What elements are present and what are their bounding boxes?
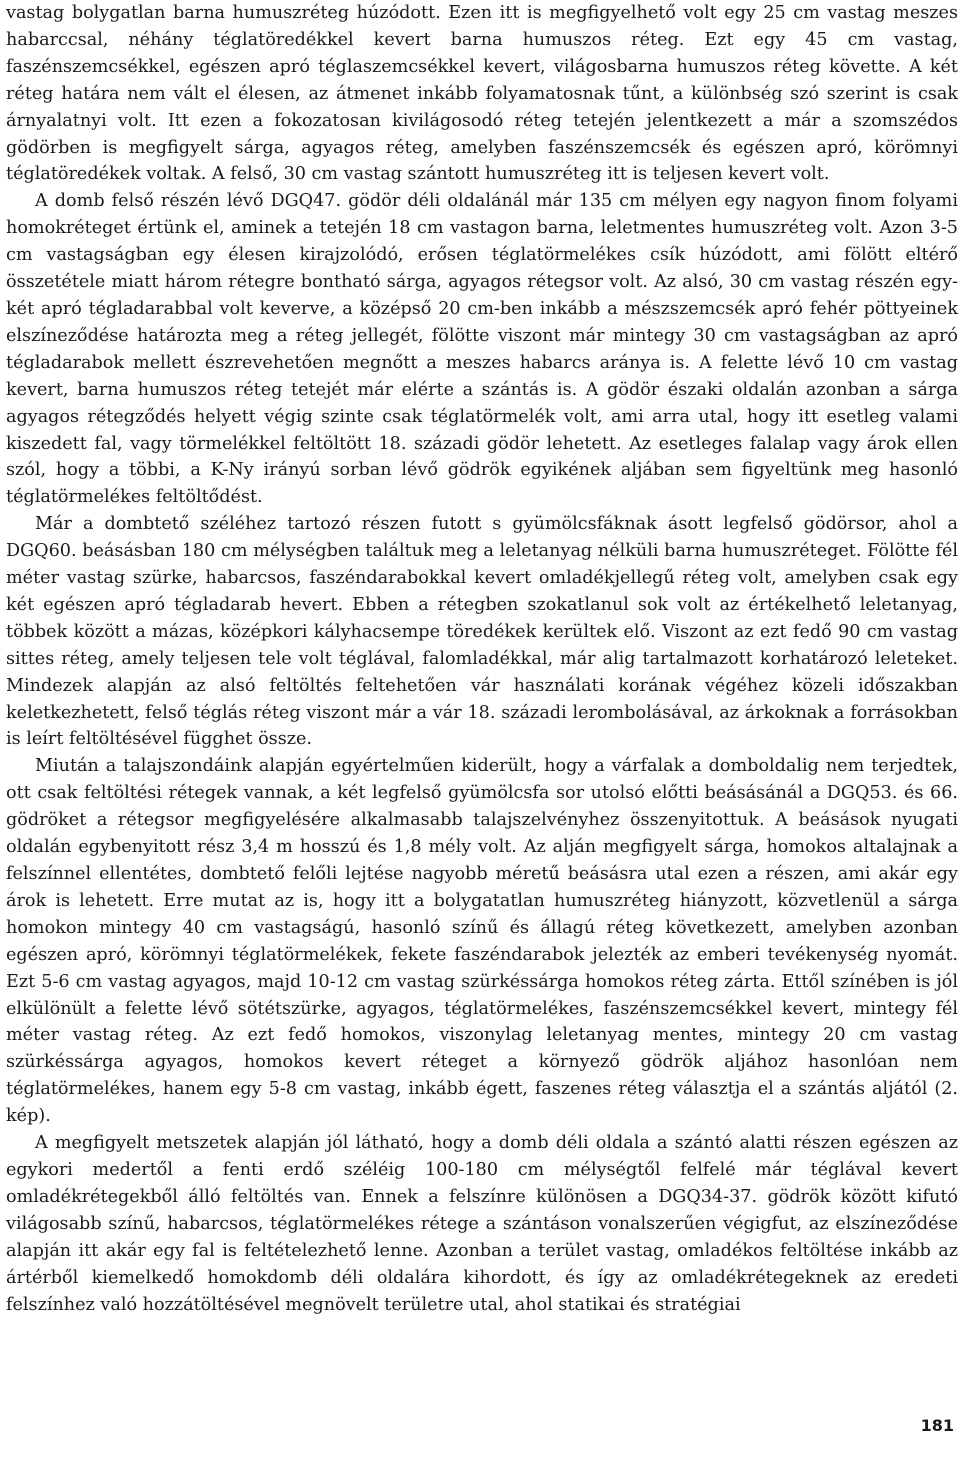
document-body: [6, 0, 958, 1318]
page-number: 181: [920, 1416, 954, 1435]
paragraph-2: A domb felső részén lévő DGQ47. gödör déli oldalánál már 135 cm mélyen egy nagyon finom folyami homokréteget értünk el, aminek a tetején 18 cm vastagon barna, leletmentes humuszréteg volt. Azon 3-5 cm vastagságban egy élesen kirajzolódó, erősen téglatörmelékes csík húzódott, ami fölött eltérő összetétele miatt három rétegre bontható sárga, agyagos rétegsor volt. Az alsó, 30 cm vastag részén egy-két apró tégladarabbal volt keverve, a középső 20 cm-ben inkább a mészszemcsék apró fehér pöttyeinek elszíneződése határozta meg a réteg jellegét, fölötte viszont már mintegy 30 cm vastagságban az apró tégladarabok mellett észrevehetően megnőtt a meszes habarcs aránya is. A felette lévő 10 cm vastag kevert, barna humuszos réteg tetejét már elérte a szántás is. A gödör északi oldalán azonban a sárga agyagos rétegződés helyett végig szinte csak téglatörmelék volt, ami arra utal, hogy itt esetleg valami kiszedett fal, vagy törmelékkel feltöltött 18. századi gödör lehetett. Az esetleges falalap vagy árok ellen szól, hogy a többi, a K-Ny irányú sorban lévő gödrök egyikének aljában sem figyeltünk meg hasonló téglatörmelékes feltöltődést.: [6, 191, 958, 508]
paragraph-4: Miután a talajszondáink alapján egyértelműen kiderült, hogy a várfalak a domboldalig nem terjedtek, ott csak feltöltési rétegek vannak, a két legfelső gyümölcsfa sor utolsó előtti beásásánál a DGQ53. és 66. gödröket a rétegsor megfigyelésére alkalmasabb talajszelvényhez összenyitottuk. A beásások nyugati oldalán egybenyitott rész 3,4 m hosszú és 1,8 mély volt. Az alján megfigyelt sárga, homokos altalajnak a felszínnel ellentétes, dombtető felőli lejtése nagyobb méretű beásásra utal ezen a részen, ami akár egy árok is lehetett. Erre mutat az is, hogy itt a bolygatatlan humuszréteg hiányzott, közvetlenül a sárga homokon mintegy 40 cm vastagságú, hasonló színű és állagú réteg következett, amelyben azonban egészen apró, körömnyi téglatörmelékek, fekete faszéndarabok jelezték az emberi tevékenység nyomát. Ezt 5-6 cm vastag agyagos, majd 10-12 cm vastag szürkéssárga homokos réteg zárta. Ettől színében is jól elkülönült a felette lévő sötétszürke, agyagos, téglatörmelékes, faszénszemcsékkel kevert, mintegy fél méter vastag réteg. Az ezt fedő homokos, viszonylag leletanyag mentes, mintegy 20 cm vastag szürkéssárga agyagos, homokos kevert réteget a környező gödrök aljához hasonlóan nem téglatörmelékes, hanem egy 5-8 cm vastag, inkább égett, faszenes réteg választja el a szántás aljától (2. kép).: [6, 756, 958, 1127]
paragraph-1: vastag bolygatlan barna humuszréteg húzódott. Ezen itt is megfigyelhető volt egy 25 cm vastag meszes habarccsal, néhány téglatöredékkel kevert barna humuszos réteg. Ezt egy 45 cm vastag, faszénszemcsékkel, egészen apró téglaszemcsékkel kevert, világosbarna humuszos réteg követte. A két réteg határa nem vált el élesen, az átmenet inkább folyamatosnak tűnt, a különbség szó szerint is csak árnyalatnyi volt. Itt ezen a fokozatosan kivilágosodó réteg tetején jelentkezett a már a szomszédos gödörben is megfigyelt sárga, agyagos réteg, amelyben faszénszemcsék és egészen apró, körömnyi téglatöredékek voltak. A felső, 30 cm vastag szántott humuszréteg itt is teljesen kevert volt.: [6, 3, 958, 185]
paragraph-5: A megfigyelt metszetek alapján jól látható, hogy a domb déli oldala a szántó alatti részen egészen az egykori medertől a fenti erdő széléig 100-180 cm mélységtől felfelé már téglával kevert omladékrétegekből álló feltöltés van. Ennek a felszínre különösen a DGQ34-37. gödrök között kifutó világosabb színű, habarcsos, téglatörmelékes rétege a szántáson vonalszerűen végigfut, az elszíneződése alapján itt akár egy fal is feltételezhető lenne. Azonban a terület vastag, omladékos feltöltése inkább az ártérből kiemelkedő homokdomb déli oldalára kihordott, és így az omladékrétegeknek az eredeti felszínhez való hozzátöltésével megnövelt területre utal, ahol statikai és stratégiai: [6, 1133, 958, 1315]
paragraph-3: Már a dombtető széléhez tartozó részen futott s gyümölcsfáknak ásott legfelső gödörsor, ahol a DGQ60. beásásban 180 cm mélységben találtuk meg a leletanyag nélküli barna humuszréteget. Fölötte fél méter vastag szürke, habarcsos, faszéndarabokkal kevert omladékjellegű réteg volt, amelyben csak egy két egészen apró tégladarab hevert. Ebben a rétegben szokatlanul sok volt az értékelhető leletanyag, többek között a mázas, középkori kályhacsempe töredékek kerültek elő. Viszont az ezt fedő 90 cm vastag sittes réteg, amely teljesen tele volt téglával, falomladékkal, már alig tartalmazott korhatározó leleteket. Mindezek alapján az alsó feltöltés feltehetően vár használati korának végéhez közeli időszakban keletkezhetett, felső téglás réteg viszont már a vár 18. századi lerombolásával, az árkoknak a forrásokban is leírt feltöltésével függhet össze.: [6, 514, 958, 750]
